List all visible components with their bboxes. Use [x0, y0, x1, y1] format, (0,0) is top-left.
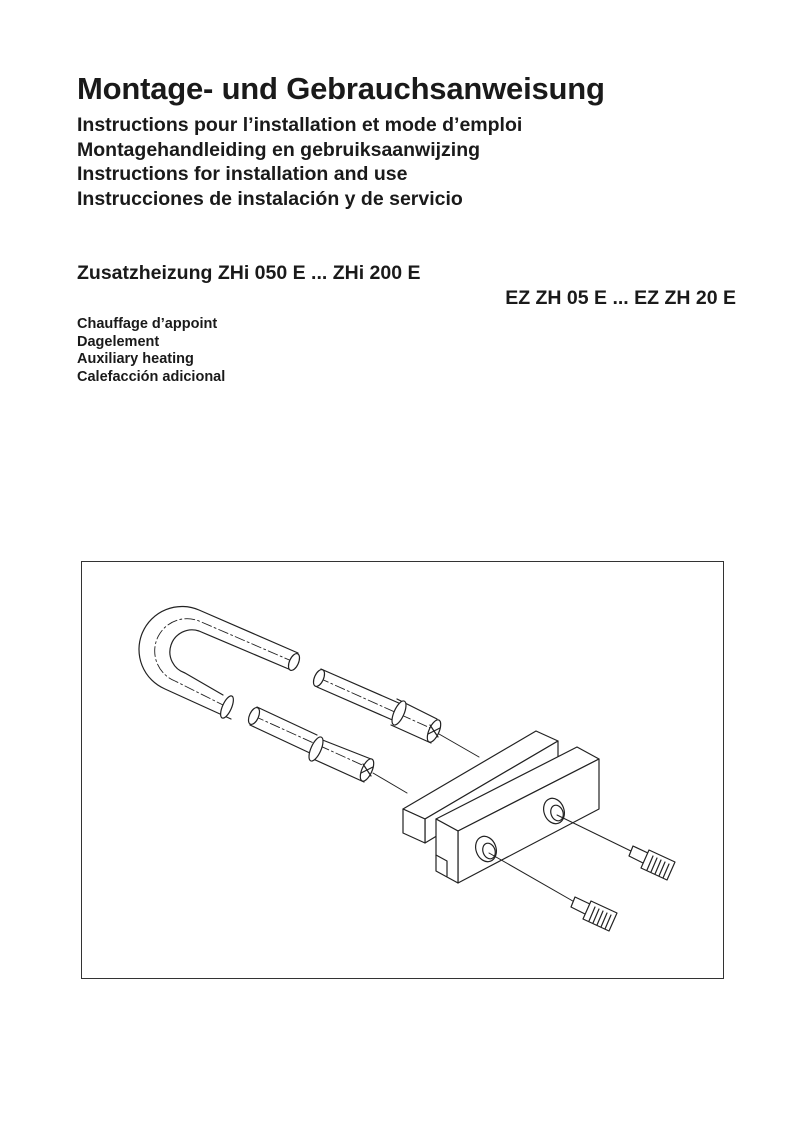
upper-sleeve	[311, 668, 443, 744]
translation-english: Auxiliary heating	[77, 351, 194, 367]
heating-element-illustration	[81, 561, 724, 979]
product-name: Zusatzheizung ZHi 050 E ... ZHi 200 E	[77, 262, 421, 284]
translation-french: Chauffage d’appoint	[77, 316, 218, 332]
product-translation-list	[77, 316, 225, 386]
translation-dutch: Dagelement	[77, 333, 160, 350]
left-connector	[571, 897, 617, 931]
subtitle-list	[77, 113, 522, 211]
subtitle-french: Instructions pour l’installation et mode d’emploi	[77, 114, 523, 136]
u-rod	[139, 606, 302, 719]
translation-spanish: Calefacción adicional	[77, 368, 226, 385]
product-code: EZ ZH 05 E ... EZ ZH 20 E	[505, 287, 736, 309]
left-wire-out	[489, 853, 578, 904]
subtitle-spanish: Instrucciones de instalación y de servicio	[77, 187, 463, 210]
lower-sleeve	[246, 706, 376, 783]
right-wire-out	[557, 815, 635, 853]
lower-wire-in	[373, 773, 407, 793]
subtitle-english: Instructions for installation and use	[77, 163, 408, 185]
right-connector	[629, 846, 675, 880]
document-title: Montage- und Gebrauchsanweisung	[77, 71, 605, 106]
upper-wire-in	[439, 734, 479, 757]
subtitle-dutch: Montagehandleiding en gebruiksaanwijzing	[77, 138, 481, 161]
figure-frame	[81, 561, 724, 979]
